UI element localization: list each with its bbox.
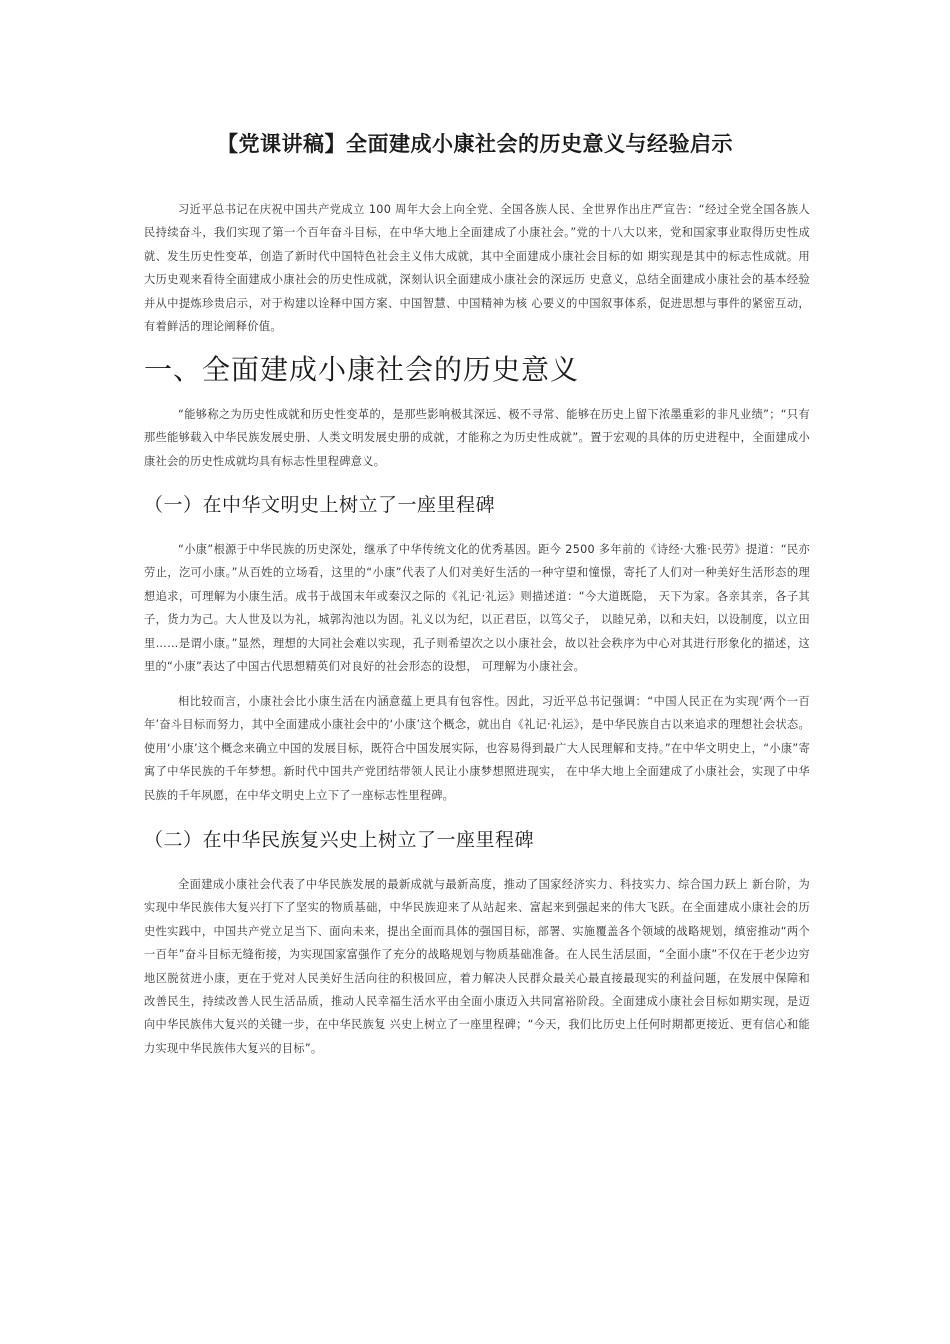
subsection-2-paragraph-1: 全面建成小康社会代表了中华民族发展的最新成就与最新高度，推动了国家经济实力、科技实力、综合国力跃上 新台阶，为实现中华民族伟大复兴打下了坚实的物质基础，中华民族迎来了从站起来、富起来到强起来的伟大飞跃。在全面建成小康社会的历史性实践中，中国共产党立足当下、面向未来，提出全面而具体的强国目标，部署、实施覆盖各个领域的战略规划，缜密推动“两个一百年”奋斗目标无缝衔接，为实现国家富强作了充分的战略规划与物质基础准备。在人民生活层面，“全面小康”不仅在于老少边穷地区脱贫进小康，更在于党对人民美好生活向往的积极回应，着力解决人民群众最关心最直接最现实的利益问题，在发展中保障和改善民生，持续改善人民生活品质，推动人民幸福生活水平由全面小康迈入共同富裕阶段。全面建成小康社会目标如期实现，是迈向中华民族伟大复兴的关键一步，在中华民族复 兴史上树立了一座里程碑；“今天，我们比历史上任何时期都更接近、更有信心和能力实现中华民族伟大复兴的目标”。 <box>144 878 810 1055</box>
subsection-1-paragraph-1: “小康”根源于中华民族的历史深处，继承了中华传统文化的优秀基因。距今 2500 多年前的《诗经·大雅·民劳》提道：“民亦劳止，汔可小康。”从百姓的立场看，这里的“小康”代表了人们对美好生活的一种守望和憧憬，寄托了人们对一种美好生活形态的理想追求，可理解为小康生活。成书于战国末年或秦汉之际的《礼记·礼运》则描述道：“今大道既隐， 天下为家。各亲其亲，各子其子，货力为己。大人世及以为礼，城郭沟池以为固。礼义以为纪，以正君臣，以笃父子， 以睦兄弟，以和夫妇，以设制度，以立田里……是谓小康。”显然，理想的大同社会难以实现，孔子则希望次之以小康社会，故以社会秩序为中心对其进行形象化的描述，这里的“小康”表达了中国古代思想精英们对良好的社会形态的设想， 可理解为小康社会。 <box>144 543 810 674</box>
section-1-intro-paragraph: “能够称之为历史性成就和历史性变革的，是那些影响极其深远、极不寻常、能够在历史上留下浓墨重彩的非凡业绩”；“只有那些能够载入中华民族发展史册、人类文明发展史册的成就，才能称之为历史性成就”。置于宏观的具体的历史进程中，全面建成小康社会的历史性成就均具有标志性里程碑意义。 <box>144 408 810 468</box>
section-1-heading: 一、全面建成小康社会的历史意义 <box>144 353 580 386</box>
subsection-2-heading: （二）在中华民族复兴史上树立了一座里程碑 <box>144 829 535 851</box>
intro-paragraph: 习近平总书记在庆祝中国共产党成立 100 周年大会上向全党、全国各族人民、全世界作出庄严宣告：“经过全党全国各族人民持续奋斗，我们实现了第一个百年奋斗目标，在中华大地上全面建成了小康社会。”党的十八大以来，党和国家事业取得历史性成就、发生历史性变革，创造了新时代中国特色社会主义伟大成就，其中全面建成小康社会目标的如 期实现是其中的标志性成就。用大历史观来看待全面建成小康社会的历史性成就，深刻认识全面建成小康社会的深远历 史意义，总结全面建成小康社会的基本经验并从中提炼珍贵启示，对于构建以诠释中国方案、中国智慧、中国精神为核 心要义的中国叙事体系，促进思想与事件的紧密互动，有着鲜活的理论阐释价值。 <box>144 203 810 334</box>
document-title: 【党课讲稿】全面建成小康社会的历史意义与经验启示 <box>217 132 733 156</box>
subsection-1-paragraph-2: 相比较而言，小康社会比小康生活在内涵意蕴上更具有包容性。因此，习近平总书记强调：“中国人民正在为实现‘两个一百年’奋斗目标而努力，其中全面建成小康社会中的‘小康’这个概念，就出自《礼记·礼运》，是中华民族自古以来追求的理想社会状态。使用‘小康’这个概念来确立中国的发展目标，既符合中国发展实际，也容易得到最广大人民理解和支持。”在中华文明史上，“小康”寄寓了中华民族的千年梦想。新时代中国共产党团结带领人民让小康梦想照进现实， 在中华大地上全面建成了小康社会，实现了中华民族的千年夙愿，在中华文明史上立下了一座标志性里程碑。 <box>144 695 810 802</box>
subsection-1-heading: （一）在中华文明史上树立了一座里程碑 <box>144 494 496 516</box>
